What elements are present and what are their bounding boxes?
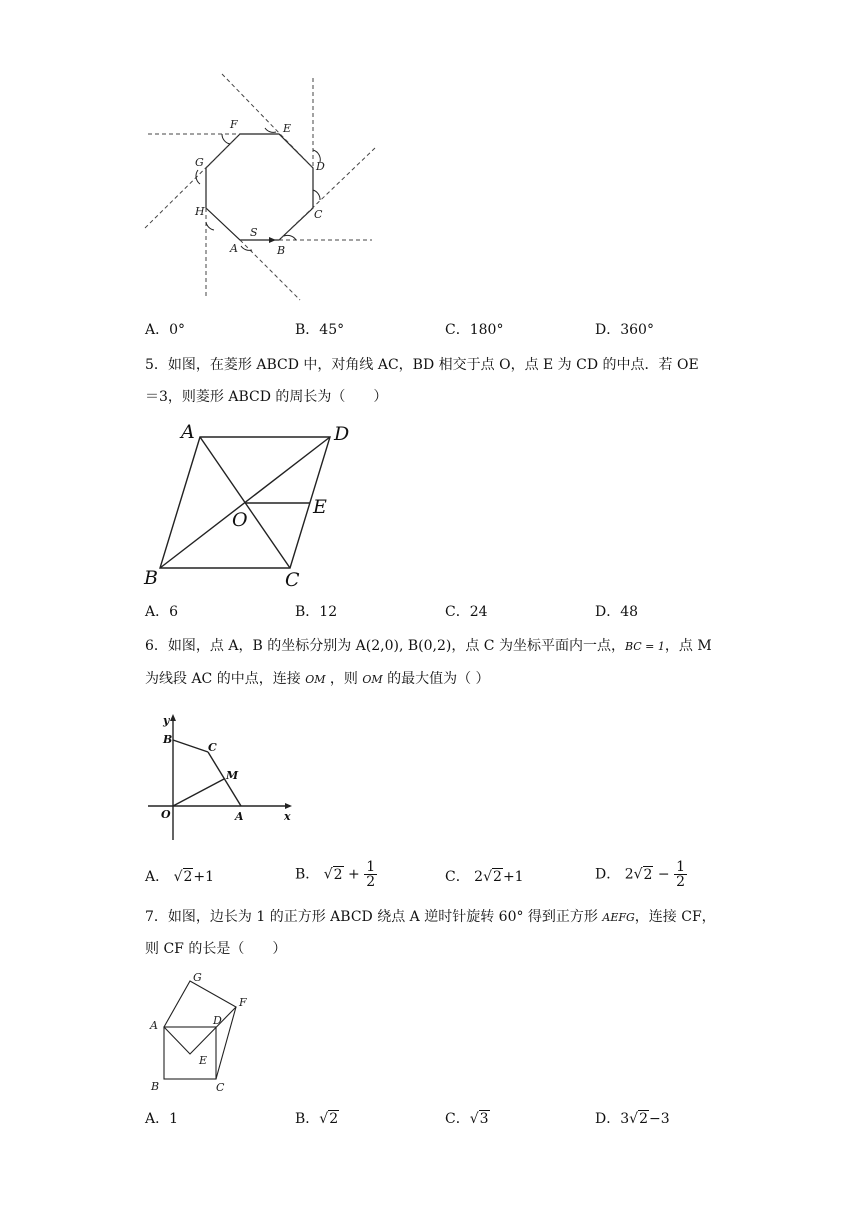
label-f: F — [230, 118, 238, 131]
option-letter: D． — [595, 1111, 621, 1127]
label-x: x — [284, 810, 291, 823]
option-text: 48 — [620, 604, 639, 620]
q6-text-1c: ，点 M — [664, 638, 712, 654]
sqrt-sign: √ — [629, 1111, 639, 1127]
label-e: E — [283, 122, 292, 135]
option-text: 0° — [169, 322, 186, 338]
q7-option-a[interactable] — [145, 1109, 178, 1129]
q7-text-1a: 7．如图，边长为 1 的正方形 ABCD 绕点 A 逆时针旋转 60° 得到正方形 — [145, 909, 598, 925]
label-d: D — [334, 423, 350, 445]
option-text: 180° — [469, 322, 504, 338]
option-letter: B． — [295, 866, 320, 883]
label-f: F — [239, 996, 247, 1009]
option-letter: B． — [295, 604, 320, 620]
option-rest: − — [657, 866, 670, 883]
q7-option-b[interactable] — [295, 1109, 339, 1129]
option-rest: +1 — [502, 869, 524, 885]
radicand: 2 — [183, 869, 193, 885]
label-h: H — [195, 205, 205, 218]
option-letter: D． — [595, 322, 621, 338]
label-e: E — [199, 1054, 208, 1067]
q6-text-2e: 的最大值为（ ） — [387, 671, 490, 687]
label-o: O — [232, 509, 248, 531]
option-text: 12 — [319, 604, 338, 620]
q7-text-aefg: AEFG — [602, 911, 635, 924]
radicand: 2 — [333, 866, 343, 883]
label-s: S — [250, 226, 258, 239]
option-text: 24 — [469, 604, 488, 620]
radicand: 2 — [639, 1111, 648, 1127]
radicand: 2 — [329, 1111, 339, 1127]
q7-option-c[interactable] — [445, 1109, 490, 1129]
label-a: A — [230, 242, 238, 255]
q7-option-d[interactable] — [595, 1109, 670, 1129]
option-letter: C． — [445, 1111, 470, 1127]
label-a: A — [150, 1019, 158, 1032]
option-text: 1 — [169, 1111, 179, 1127]
option-text: 45° — [319, 322, 345, 338]
label-b: B — [277, 244, 286, 257]
label-e: E — [313, 496, 327, 518]
option-rest: −3 — [649, 1111, 670, 1127]
q7-text-1c: ，连接 CF， — [634, 909, 716, 925]
sqrt-sign: √ — [633, 866, 643, 883]
option-letter: C． — [445, 322, 470, 338]
label-c: C — [216, 1081, 225, 1094]
label-m: M — [226, 769, 239, 782]
q7-stem-line2: 则 CF 的长是（ ） — [145, 941, 287, 957]
option-letter: C． — [445, 604, 470, 620]
option-letter: A． — [145, 869, 170, 885]
sqrt-sign: √ — [319, 1111, 329, 1127]
sqrt-sign: √ — [173, 869, 183, 885]
label-d: D — [213, 1014, 222, 1027]
option-letter: A． — [145, 1111, 170, 1127]
q6-text-1a: 6．如图，点 A，B 的坐标分别为 A(2,0), B(0,2)，点 C 为坐标平面内一点， — [145, 638, 625, 654]
label-o: O — [161, 808, 171, 821]
option-letter: B． — [295, 1111, 320, 1127]
denominator: 2 — [676, 874, 686, 890]
denominator: 2 — [366, 874, 376, 890]
coefficient: 2 — [474, 869, 484, 885]
option-rest: + — [348, 866, 360, 883]
label-a: A — [181, 421, 195, 443]
radicand: 2 — [643, 866, 653, 883]
label-c: C — [314, 208, 323, 221]
q6-text-2a: 为线段 AC 的中点，连接 — [145, 671, 301, 687]
option-letter: D． — [595, 866, 621, 883]
radicand: 2 — [493, 869, 502, 885]
option-rest: +1 — [193, 869, 215, 885]
label-b: B — [163, 733, 173, 746]
label-g: G — [193, 971, 202, 984]
coefficient: 3 — [620, 1111, 630, 1127]
square-aefg — [164, 981, 236, 1054]
option-letter: B． — [295, 322, 320, 338]
numerator: 1 — [676, 859, 686, 875]
label-g: G — [195, 156, 204, 169]
sqrt-sign: √ — [483, 869, 493, 885]
q5-stem-line2: ＝3，则菱形 ABCD 的周长为（ ） — [145, 389, 388, 405]
option-letter: D． — [595, 604, 621, 620]
radicand: 3 — [479, 1111, 489, 1127]
option-text: 6 — [169, 604, 179, 620]
option-letter: A． — [145, 604, 170, 620]
q5-stem-line1: 5．如图，在菱形 ABCD 中，对角线 AC，BD 相交于点 O，点 E 为 CD 的中点．若 OE — [145, 357, 699, 373]
option-letter: A． — [145, 322, 170, 338]
sqrt-sign: √ — [469, 1111, 479, 1127]
label-d: D — [316, 160, 325, 173]
coefficient: 2 — [624, 866, 634, 883]
sqrt-sign: √ — [323, 866, 333, 883]
label-b: B — [144, 567, 158, 589]
label-a: A — [235, 810, 244, 823]
label-c: C — [285, 569, 300, 591]
label-y: y — [163, 714, 170, 727]
option-text: 360° — [620, 322, 654, 338]
q6-text-om: OM — [305, 673, 326, 686]
label-b: B — [151, 1080, 160, 1093]
q6-text-2c: ，则 — [329, 671, 358, 687]
numerator: 1 — [366, 859, 376, 875]
q6-text-bc: BC = 1 — [624, 640, 665, 653]
q6-text-om: OM — [362, 673, 383, 686]
option-letter: C． — [445, 869, 470, 885]
label-c: C — [208, 741, 217, 754]
